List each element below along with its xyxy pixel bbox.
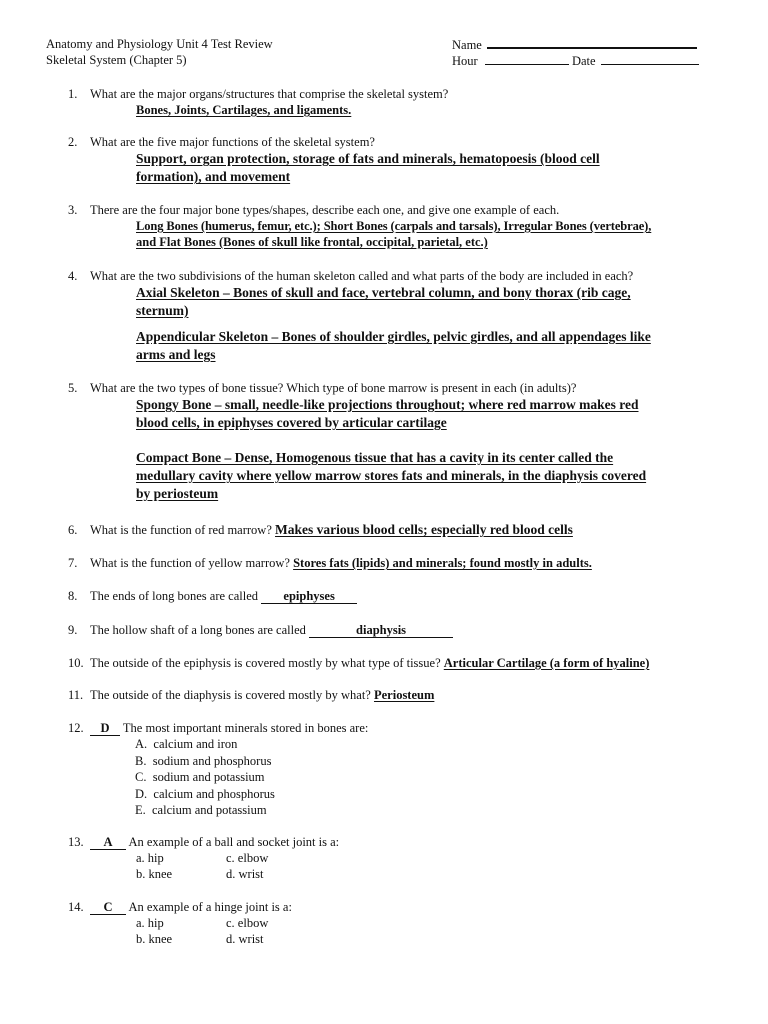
question-text: The hollow shaft of a long bones are called	[90, 623, 306, 637]
question-11	[68, 687, 718, 703]
question-13	[68, 834, 718, 882]
question-number: 1.	[68, 87, 78, 101]
answer: epiphyses	[283, 589, 335, 603]
question-number: 14.	[68, 900, 84, 914]
options-row	[136, 915, 718, 931]
option: b. knee	[136, 932, 173, 946]
question-text: What are the two subdivisions of the human skeleton called and what parts of the body are included in each?	[90, 269, 634, 283]
options-row	[136, 866, 718, 882]
question-14	[68, 899, 718, 947]
question-number: 5.	[68, 381, 78, 395]
option: B. sodium and phosphorus	[135, 753, 272, 768]
question-text: The most important minerals stored in bones are:	[122, 721, 369, 735]
answer-line: by periosteum	[136, 486, 219, 501]
answer: Stores fats (lipids) and minerals; found mostly in adults.	[293, 556, 592, 570]
question-number: 7.	[68, 556, 78, 570]
question-8	[68, 588, 718, 604]
option: A. calcium and iron	[135, 737, 238, 751]
question-text: An example of a ball and socket joint is a:	[128, 835, 340, 849]
question-text: What is the function of yellow marrow?	[90, 556, 290, 570]
question-number: 4.	[68, 269, 78, 283]
name-field[interactable]	[487, 36, 697, 49]
question-number: 3.	[68, 203, 78, 217]
option: d. wrist	[226, 932, 264, 946]
question-number: 12.	[68, 721, 84, 735]
question-text: An example of a hinge joint is a:	[128, 900, 292, 914]
options-row	[136, 850, 718, 866]
answer: D	[100, 721, 110, 735]
answer-blank[interactable]	[261, 590, 357, 604]
option: d. wrist	[226, 867, 264, 881]
question-9	[68, 622, 718, 638]
answer-line: and Flat Bones (Bones of skull like frontal, occipital, parietal, etc.)	[136, 235, 488, 249]
answer: Articular Cartilage (a form of hyaline)	[443, 656, 650, 670]
question-10	[68, 655, 718, 671]
question-2	[68, 134, 718, 186]
option: a. hip	[136, 916, 164, 930]
name-label: Name	[452, 38, 482, 52]
hour-date-line	[452, 53, 699, 69]
answer: Bones, Joints, Cartilages, and ligaments.	[136, 103, 352, 117]
option: c. elbow	[226, 916, 269, 930]
date-field[interactable]	[601, 53, 699, 65]
answer: C	[103, 900, 113, 914]
answer: Periosteum	[373, 688, 435, 702]
answer-line: sternum)	[136, 303, 189, 318]
answer-line: Long Bones (humerus, femur, etc.); Short Bones (carpals and tarsals), Irregular Bones (vertebrae),	[136, 219, 652, 233]
question-number: 6.	[68, 523, 78, 537]
question-number: 13.	[68, 835, 84, 849]
hour-label: Hour	[452, 54, 478, 68]
question-number: 8.	[68, 589, 78, 603]
answer-blank[interactable]	[90, 901, 126, 915]
answer: diaphysis	[356, 623, 407, 637]
option: b. knee	[136, 867, 173, 881]
question-3	[68, 202, 718, 250]
header-right	[452, 36, 699, 69]
question-number: 2.	[68, 135, 78, 149]
question-5	[68, 380, 718, 503]
answer-line: Axial Skeleton – Bones of skull and face, vertebral column, and bony thorax (rib cage,	[136, 285, 631, 300]
question-text: The outside of the epiphysis is covered mostly by what type of tissue?	[90, 656, 441, 670]
options-list	[135, 736, 718, 819]
answer: Makes various blood cells; especially red blood cells	[275, 522, 573, 537]
options-row	[136, 931, 718, 947]
header-left	[46, 36, 273, 68]
worksheet-subtitle: Skeletal System (Chapter 5)	[46, 53, 187, 67]
date-label: Date	[571, 54, 596, 68]
question-text: What are the five major functions of the skeletal system?	[90, 135, 375, 149]
question-4	[68, 268, 718, 364]
answer-blank[interactable]	[90, 722, 120, 736]
worksheet-title: Anatomy and Physiology Unit 4 Test Review	[46, 37, 273, 51]
answer-line: blood cells, in epiphyses covered by articular cartilage	[136, 415, 447, 430]
question-text: The outside of the diaphysis is covered mostly by what?	[90, 688, 371, 702]
question-6	[68, 522, 718, 538]
option: c. elbow	[226, 851, 269, 865]
question-number: 9.	[68, 623, 78, 637]
question-7	[68, 555, 718, 571]
answer-line: formation), and movement	[136, 169, 291, 184]
question-text: What are the two types of bone tissue? Which type of bone marrow is present in each (in adults)?	[90, 381, 577, 395]
question-number: 10.	[68, 656, 84, 670]
question-number: 11.	[68, 688, 84, 702]
answer-blank[interactable]	[90, 836, 126, 850]
question-text: There are the four major bone types/shapes, describe each one, and give one example of each.	[90, 203, 560, 217]
hour-field[interactable]	[485, 53, 569, 65]
question-1	[68, 86, 718, 118]
answer-line: arms and legs	[136, 347, 216, 362]
answer-blank[interactable]	[309, 624, 453, 638]
answer-line: Spongy Bone – small, needle-like projections throughout; where red marrow makes red	[136, 397, 639, 412]
question-text: What are the major organs/structures that comprise the skeletal system?	[90, 87, 449, 101]
question-text: What is the function of red marrow?	[90, 523, 272, 537]
answer-line: medullary cavity where yellow marrow stores fats and minerals, in the diaphysis covered	[136, 468, 647, 483]
option: a. hip	[136, 851, 164, 865]
answer-line: Compact Bone – Dense, Homogenous tissue that has a cavity in its center called the	[136, 450, 614, 465]
option: C. sodium and potassium	[135, 770, 265, 784]
option: D. calcium and phosphorus	[135, 786, 275, 801]
answer: A	[103, 835, 113, 849]
question-12	[68, 720, 718, 819]
name-line	[452, 36, 699, 53]
option: E. calcium and potassium	[135, 803, 267, 817]
answer-line: Appendicular Skeleton – Bones of shoulder girdles, pelvic girdles, and all appendages like	[136, 329, 651, 344]
question-text: The ends of long bones are called	[90, 589, 258, 603]
answer-line: Support, organ protection, storage of fats and minerals, hematopoesis (blood cell	[136, 151, 600, 166]
